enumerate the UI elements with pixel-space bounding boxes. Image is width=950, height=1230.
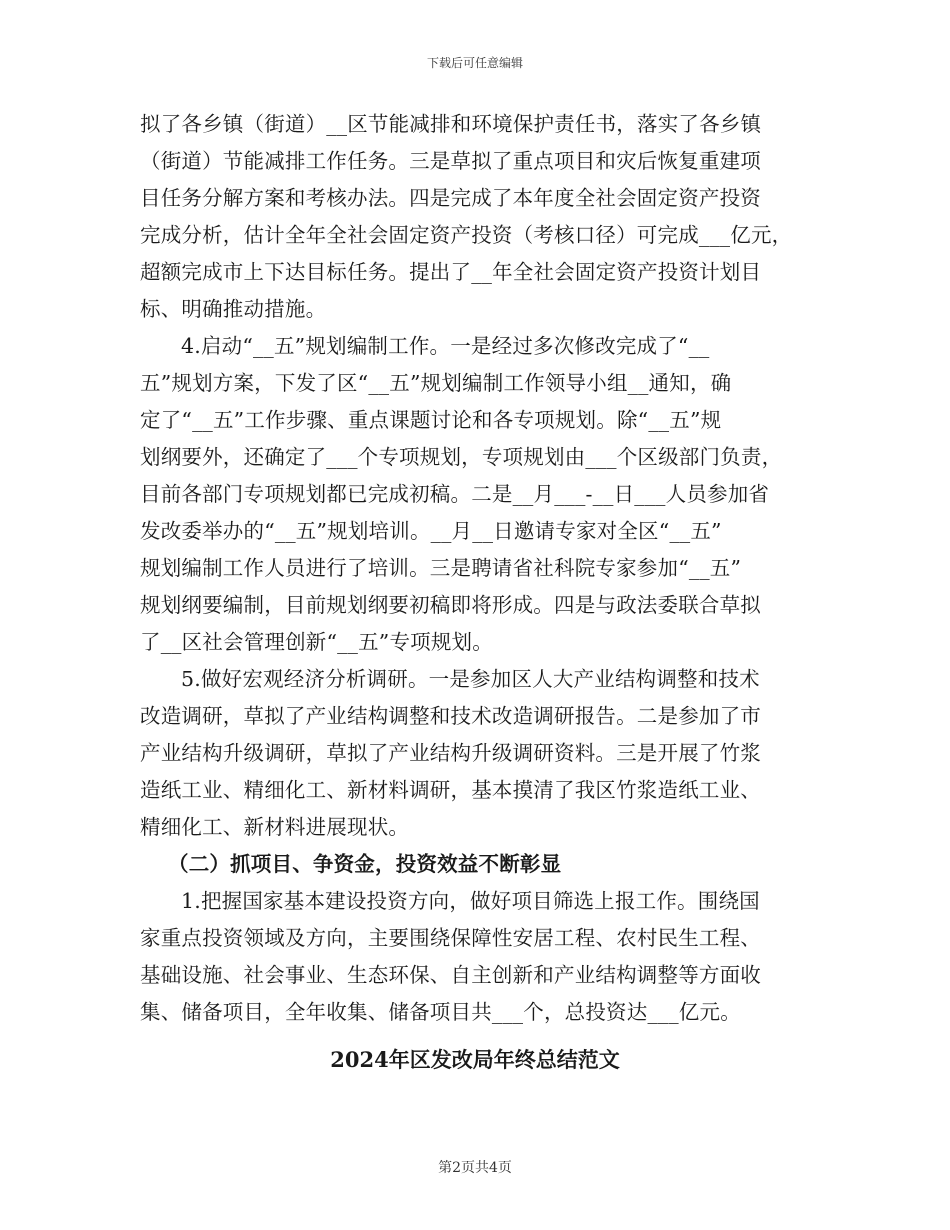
body-line: 造纸工业、精细化工、新材料调研，基本摸清了我区竹浆造纸工业、 xyxy=(140,778,761,802)
body-line: 基础设施、社会事业、生态环保、自主创新和产业结构调整等方面收 xyxy=(140,963,761,987)
document-title: 2024年区发改局年终总结范文 xyxy=(330,1047,620,1072)
body-line: 超额完成市上下达目标任务。提出了__年全社会固定资产投资计划目 xyxy=(140,260,762,284)
body-line: 规划编制工作人员进行了培训。三是聘请省社科院专家参加“__五” xyxy=(140,556,742,580)
body-line: 精细化工、新材料进展现状。 xyxy=(140,815,410,839)
body-line: 产业结构升级调研，草拟了产业结构升级调研资料。三是开展了竹浆 xyxy=(140,741,761,765)
body-line: 4.启动“__五”规划编制工作。一是经过多次修改完成了“__ xyxy=(181,334,710,358)
body-line: 1.把握国家基本建设投资方向，做好项目筛选上报工作。围绕国 xyxy=(181,889,760,913)
body-line: 划纲要外，还确定了___个专项规划，专项规划由___个区级部门负责， xyxy=(140,445,783,469)
body-line: 标、明确推动措施。 xyxy=(140,297,327,321)
body-line: 定了“__五”工作步骤、重点课题讨论和各专项规划。除“__五”规 xyxy=(140,408,722,432)
page-footer: 第2页共4页 xyxy=(438,1160,512,1176)
body-line: 5.做好宏观经济分析调研。一是参加区人大产业结构调整和技术 xyxy=(181,667,760,691)
section-heading: （二）抓项目、争资金，投资效益不断彰显 xyxy=(168,852,562,876)
page-header: 下载后可任意编辑 xyxy=(426,56,523,70)
body-line: 了__区社会管理创新“__五”专项规划。 xyxy=(140,630,493,654)
body-line: 目任务分解方案和考核办法。四是完成了本年度全社会固定资产投资 xyxy=(140,186,761,210)
body-line: 集、储备项目，全年收集、储备项目共___个，总投资达___亿元。 xyxy=(140,1000,741,1024)
body-line: 家重点投资领域及方向，主要围绕保障性安居工程、农村民生工程、 xyxy=(140,926,761,950)
body-line: 发改委举办的“__五”规划培训。__月__日邀请专家对全区“__五” xyxy=(140,519,722,543)
body-line: 规划纲要编制，目前规划纲要初稿即将形成。四是与政法委联合草拟 xyxy=(140,593,761,617)
document-body xyxy=(140,106,820,1031)
body-line: 拟了各乡镇（街道）__区节能减排和环境保护责任书，落实了各乡镇 xyxy=(140,112,762,136)
body-line: 五”规划方案，下发了区“__五”规划编制工作领导小组__通知，确 xyxy=(140,371,732,395)
body-line: 改造调研，草拟了产业结构调整和技术改造调研报告。二是参加了市 xyxy=(140,704,761,728)
body-line: （街道）节能减排工作任务。三是草拟了重点项目和灾后恢复重建项 xyxy=(140,149,761,173)
body-line: 完成分析，估计全年全社会固定资产投资（考核口径）可完成___亿元， xyxy=(140,223,793,247)
body-line: 目前各部门专项规划都已完成初稿。二是__月___-__日___人员参加省 xyxy=(140,482,770,506)
